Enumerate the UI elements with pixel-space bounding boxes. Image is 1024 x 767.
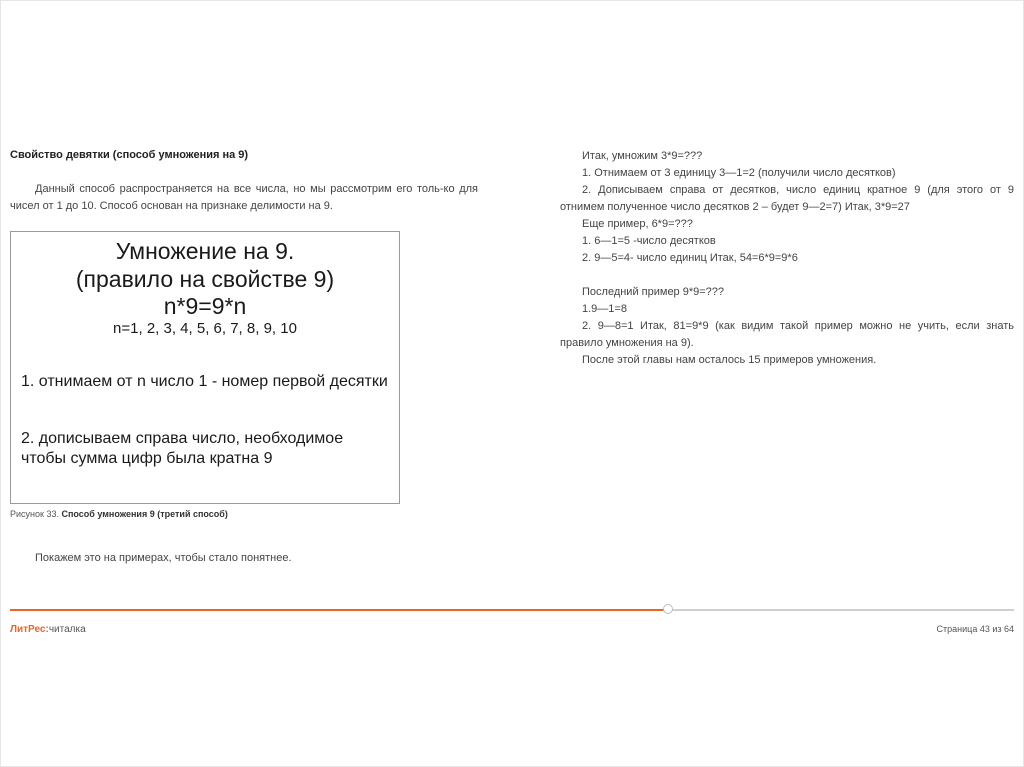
right-line-4: Еще пример, 6*9=??? <box>582 218 693 230</box>
progress-handle[interactable] <box>663 604 673 614</box>
caption-prefix: Рисунок 33. <box>10 509 59 519</box>
intro-text: Данный способ распространяется на все числа, но мы рассмотрим его толь-ко для чисел от 1 до 10. Способ основан на признаке делимости на 9. <box>10 183 478 212</box>
page-counter: Страница 43 из 64 <box>936 624 1014 634</box>
right-line-6: 2. 9—5=4- число единиц Итак, 54=6*9=9*6 <box>582 252 798 264</box>
right-line-8: 1.9—1=8 <box>582 303 627 315</box>
figure-step-1: 1. отнимаем от n число 1 - номер первой десятки <box>21 373 388 390</box>
figure-box <box>10 231 400 504</box>
caption-title: Способ умножения 9 (третий способ) <box>61 509 228 519</box>
right-line-1: Итак, умножим 3*9=??? <box>582 150 703 162</box>
right-line-9: 2. 9—8=1 Итак, 81=9*9 (как видим такой пример можно не учить, если знать правило умножения на 9). <box>560 320 1014 349</box>
figure-title-line1: Умножение на 9. <box>115 238 295 264</box>
right-column <box>560 148 1014 369</box>
logo-litres-text: ЛитРес: <box>10 624 49 635</box>
logo-reader-text: читалка <box>48 624 86 635</box>
progress-fill <box>10 609 668 611</box>
right-line-5: 1. 6—1=5 -число десятков <box>582 235 716 247</box>
right-line-10: После этой главы нам осталось 15 примеров умножения. <box>582 354 877 366</box>
figure-formula: n*9=9*n <box>163 293 247 319</box>
intro-paragraph <box>10 181 478 215</box>
section-title: Свойство девятки (способ умножения на 9) <box>10 149 249 161</box>
litres-logo[interactable] <box>10 624 86 635</box>
figure-title-line2: (правило на свойстве 9) <box>75 266 335 292</box>
after-text: Покажем это на примерах, чтобы стало понятнее. <box>35 552 292 564</box>
right-line-7: Последний пример 9*9=??? <box>582 286 725 298</box>
figure-n-list: n=1, 2, 3, 4, 5, 6, 7, 8, 9, 10 <box>113 320 297 337</box>
right-line-3: 2. Дописываем справа от десятков, число единиц кратное 9 (для этого от 9 отнимем полученное число десятков 2 – будет 9—2=7) Итак, 3*9=27 <box>560 184 1014 213</box>
reading-progress-bar[interactable] <box>10 609 1014 611</box>
right-line-2: 1. Отнимаем от 3 единицу 3—1=2 (получили число десятков) <box>582 167 896 179</box>
figure-caption <box>10 509 228 519</box>
figure-step-2: 2. дописываем справа число, необходимое чтобы сумма цифр была кратна 9 <box>21 430 344 467</box>
